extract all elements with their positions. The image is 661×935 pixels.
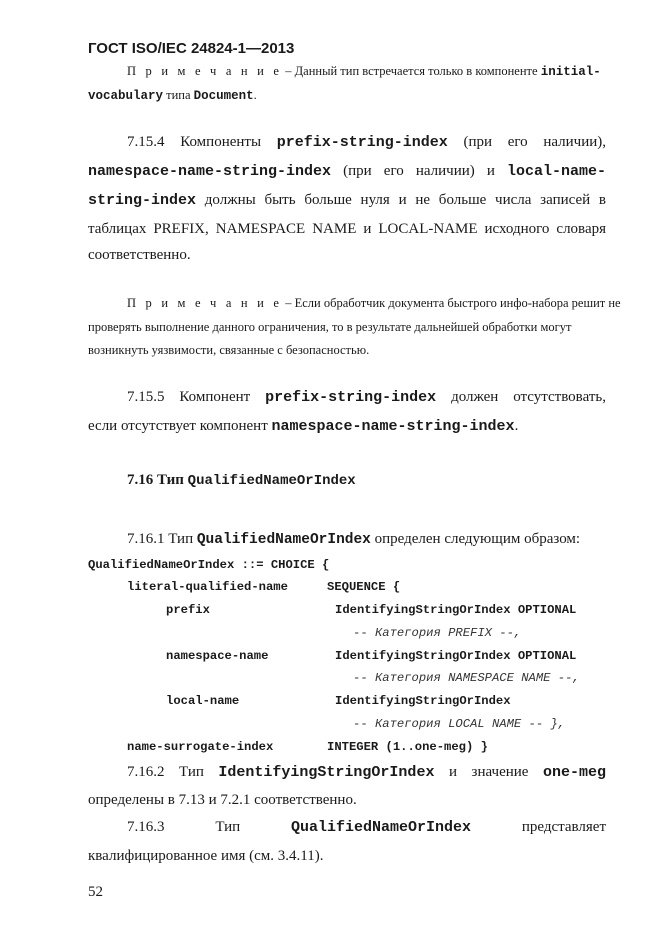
para-7-15-5-text-2: если отсутствует компонент [88,418,272,434]
code-identifying-string-or-index: IdentifyingStringOrIndex [218,764,435,781]
note-2-line-3: возникнуть уязвимости, связанные с безопасностью. [88,343,370,357]
asn-line-7b: IdentifyingStringOrIndex [335,694,511,708]
code-one-meg: one-meg [543,764,607,781]
asn-line-2b: SEQUENCE { [327,580,401,594]
para-7-16-1-suffix: определен следующим образом: [370,531,581,547]
code-prefix-string-index: prefix-string-index [276,134,448,151]
para-7-16-2-number: 7.16.2 [127,764,165,780]
asn-comment-namespace: -- Категория NAMESPACE NAME --, [353,671,580,685]
standard-header: ГОСТ ISO/IEC 24824-1—2013 [88,40,295,57]
note-2-line-2: проверять выполнение данного ограничения, то в результате дальнейшей обработки могут [88,320,572,334]
note-1-code-initial: initial- [540,65,601,79]
asn-line-3a: prefix [166,603,210,617]
para-7-15-5-end: . [514,418,519,434]
para-7-15-4-line-3 [88,192,606,209]
note-1-end: . [253,88,257,102]
code-qualified-name-or-index: QualifiedNameOrIndex [196,532,371,548]
asn-line-1: QualifiedNameOrIndex ::= CHOICE { [88,558,330,572]
note-2-label: П р и м е ч а н и е [127,296,283,310]
para-7-15-4-text: (при его наличии), [463,134,607,150]
section-7-16-code: QualifiedNameOrIndex [187,473,356,489]
code-namespace-name-string-index: namespace-name-string-index [271,418,515,435]
note-1-text: – Данный тип встречается только в компоненте [282,64,541,78]
note-1-code-document: Document [193,89,254,103]
note-1-code-vocabulary: vocabulary [88,89,164,103]
para-7-15-5-number: 7.15.5 [127,389,165,405]
note-1-line-1 [127,64,601,79]
para-7-16-1 [127,531,580,548]
code-string-index: string-index [88,192,197,209]
para-7-15-4-line-5: соответственно. [88,247,191,263]
code-local-name: local-name- [507,163,607,180]
section-7-16-heading [127,472,356,489]
code-qualified-name-or-index: QualifiedNameOrIndex [291,819,472,836]
para-7-16-3-word: Тип [215,819,241,835]
asn-comment-prefix: -- Категория PREFIX --, [353,626,522,640]
para-7-15-4-text: (при его наличии) и [343,163,495,179]
para-7-15-5-line-2 [88,418,518,435]
para-7-15-4-line-4: таблицах PREFIX, NAMESPACE NAME и LOCAL-NAME исходного словаря [88,221,606,237]
code-prefix-string-index: prefix-string-index [265,389,437,406]
para-7-15-4-line-1 [127,134,606,151]
para-7-16-3-line-2: квалифицированное имя (см. 3.4.11). [88,848,324,864]
para-7-15-4-text: должны быть больше нуля и не больше числа записей в [204,192,606,208]
asn-line-3b: IdentifyingStringOrIndex OPTIONAL [335,603,577,617]
note-2-text: – Если обработчик документа быстрого инфо-набора решит не [282,296,621,310]
note-1-text-2: типа [163,88,194,102]
para-7-16-2-line-1 [127,764,606,781]
page-number: 52 [88,884,103,900]
asn-line-7a: local-name [166,694,240,708]
note-2-line-1 [127,296,621,311]
asn-line-9b: INTEGER (1..one-meg) } [327,740,488,754]
para-7-15-5-line-1 [127,389,606,406]
note-1-line-2 [88,88,257,103]
para-7-15-4-word: Компоненты [180,134,262,150]
asn-line-2a: literal-qualified-name [127,580,288,594]
para-7-16-3-text: представляет [521,819,607,835]
asn-comment-local-name: -- Категория LOCAL NAME -- }, [353,717,566,731]
para-7-16-3-number: 7.16.3 [127,819,165,835]
para-7-15-5-word: Компонент [179,389,251,405]
asn-line-9a: name-surrogate-index [127,740,274,754]
section-7-16-title: 7.16 Тип [127,472,188,488]
para-7-16-2-text: и значение [448,764,529,780]
para-7-15-5-text: должен отсутствовать, [451,389,606,405]
para-7-15-4-number: 7.15.4 [127,134,165,150]
code-namespace-name-string-index: namespace-name-string-index [88,163,332,180]
para-7-16-3-line-1 [127,819,606,836]
asn-line-5a: namespace-name [166,649,269,663]
note-1-label: П р и м е ч а н и е [127,64,283,78]
para-7-15-4-line-2 [88,163,606,180]
para-7-16-2-line-2: определены в 7.13 и 7.2.1 соответственно. [88,792,357,808]
para-7-16-1-prefix: 7.16.1 Тип [127,531,197,547]
para-7-16-2-word: Тип [179,764,204,780]
asn-line-5b: IdentifyingStringOrIndex OPTIONAL [335,649,577,663]
